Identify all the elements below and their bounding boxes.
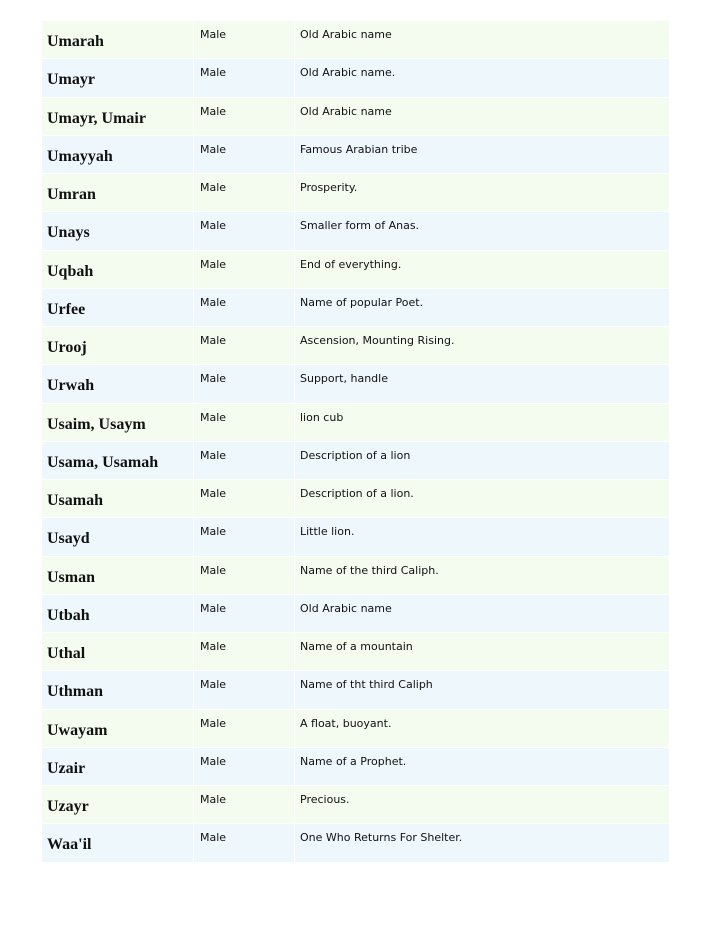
- name-text: Umarah: [47, 33, 104, 50]
- gender-cell: [194, 327, 295, 365]
- name-cell: [42, 289, 194, 327]
- gender-cell: [194, 289, 295, 327]
- gender-cell: [194, 557, 295, 595]
- name-text: Umran: [47, 186, 96, 203]
- gender-text: Male: [200, 372, 227, 386]
- meaning-text: Old Arabic name: [300, 601, 392, 615]
- table-row: [42, 518, 669, 556]
- table-row: [42, 480, 669, 518]
- table-row: [42, 136, 669, 174]
- meaning-text: End of everything.: [300, 257, 402, 271]
- name-text: Umayr: [47, 71, 95, 89]
- gender-text: Male: [200, 563, 227, 577]
- name-text: Usamah: [47, 492, 104, 509]
- gender-text: Male: [200, 678, 227, 692]
- meaning-cell: [295, 633, 669, 671]
- name-cell: [42, 671, 194, 709]
- name-text: Usayd: [47, 530, 90, 548]
- gender-text: Male: [200, 334, 227, 347]
- meaning-cell: [295, 824, 669, 862]
- gender-cell: [194, 518, 295, 556]
- name-cell: [42, 518, 194, 556]
- meaning-cell: [295, 251, 669, 289]
- gender-cell: [194, 136, 295, 174]
- name-cell: [42, 786, 194, 824]
- name-text: Unays: [47, 224, 90, 242]
- gender-text: Male: [200, 66, 227, 80]
- meaning-text: lion cub: [300, 410, 344, 424]
- name-text: Uwayam: [47, 721, 108, 739]
- meaning-text: Old Arabic name: [300, 104, 392, 118]
- gender-cell: [194, 404, 295, 442]
- gender-text: Male: [200, 181, 227, 194]
- name-text: Urwah: [47, 377, 95, 395]
- gender-text: Male: [200, 831, 227, 845]
- meaning-cell: [295, 212, 669, 250]
- table-row: [42, 633, 669, 671]
- meaning-cell: [295, 671, 669, 709]
- gender-text: Male: [200, 28, 227, 41]
- meaning-cell: [295, 59, 669, 97]
- name-text: Uthman: [47, 683, 104, 701]
- name-cell: [42, 595, 194, 633]
- name-cell: [42, 212, 194, 250]
- name-text: Uthal: [47, 645, 86, 662]
- name-text: Umayr, Umair: [47, 109, 146, 127]
- gender-cell: [194, 595, 295, 633]
- meaning-text: Support, handle: [300, 372, 388, 386]
- name-cell: [42, 98, 194, 136]
- gender-cell: [194, 671, 295, 709]
- meaning-text: Name of a Prophet.: [300, 754, 407, 768]
- names-table-body: [42, 21, 669, 863]
- meaning-cell: [295, 557, 669, 595]
- name-cell: [42, 480, 194, 518]
- gender-text: Male: [200, 640, 227, 653]
- table-row: [42, 251, 669, 289]
- meaning-text: A float, buoyant.: [300, 716, 392, 730]
- table-row: [42, 710, 669, 748]
- name-cell: [42, 748, 194, 786]
- meaning-text: One Who Returns For Shelter.: [300, 831, 463, 845]
- gender-text: Male: [200, 104, 227, 118]
- meaning-text: Ascension, Mounting Rising.: [300, 334, 455, 347]
- name-cell: [42, 136, 194, 174]
- table-row: [42, 98, 669, 136]
- name-text: Urooj: [47, 339, 87, 356]
- name-cell: [42, 710, 194, 748]
- gender-cell: [194, 633, 295, 671]
- name-cell: [42, 633, 194, 671]
- meaning-cell: [295, 710, 669, 748]
- gender-cell: [194, 710, 295, 748]
- gender-cell: [194, 21, 295, 59]
- gender-text: Male: [200, 295, 227, 309]
- gender-text: Male: [200, 410, 227, 424]
- table-row: [42, 365, 669, 403]
- name-text: Urfee: [47, 300, 86, 318]
- meaning-text: Famous Arabian tribe: [300, 142, 418, 156]
- meaning-cell: [295, 480, 669, 518]
- meaning-text: Name of popular Poet.: [300, 295, 424, 309]
- gender-cell: [194, 442, 295, 480]
- name-cell: [42, 59, 194, 97]
- name-text: Usman: [47, 568, 96, 586]
- gender-text: Male: [200, 754, 227, 768]
- table-row: [42, 21, 669, 59]
- meaning-text: Precious.: [300, 793, 350, 806]
- meaning-cell: [295, 289, 669, 327]
- gender-text: Male: [200, 793, 227, 806]
- name-cell: [42, 557, 194, 595]
- meaning-text: Little lion.: [300, 525, 355, 539]
- meaning-text: Old Arabic name.: [300, 66, 396, 80]
- gender-cell: [194, 212, 295, 250]
- meaning-cell: [295, 442, 669, 480]
- name-cell: [42, 365, 194, 403]
- name-cell: [42, 404, 194, 442]
- meaning-cell: [295, 174, 669, 212]
- table-row: [42, 174, 669, 212]
- table-row: [42, 557, 669, 595]
- table-row: [42, 748, 669, 786]
- gender-text: Male: [200, 716, 227, 730]
- meaning-text: Name of the third Caliph.: [300, 563, 439, 577]
- meaning-text: Prosperity.: [300, 181, 358, 194]
- table-row: [42, 442, 669, 480]
- gender-cell: [194, 98, 295, 136]
- gender-cell: [194, 786, 295, 824]
- name-cell: [42, 442, 194, 480]
- meaning-cell: [295, 404, 669, 442]
- meaning-cell: [295, 136, 669, 174]
- name-text: Uzayr: [47, 798, 89, 815]
- gender-cell: [194, 365, 295, 403]
- meaning-cell: [295, 748, 669, 786]
- name-text: Uqbah: [47, 262, 94, 280]
- table-row: [42, 327, 669, 365]
- gender-text: Male: [200, 219, 227, 233]
- name-text: Uzair: [47, 759, 86, 777]
- meaning-cell: [295, 365, 669, 403]
- meaning-text: Description of a lion.: [300, 487, 414, 500]
- name-text: Usaim, Usaym: [47, 415, 146, 433]
- table-row: [42, 404, 669, 442]
- meaning-text: Name of a mountain: [300, 640, 413, 653]
- table-row: [42, 59, 669, 97]
- table-row: [42, 671, 669, 709]
- gender-cell: [194, 251, 295, 289]
- meaning-cell: [295, 21, 669, 59]
- gender-text: Male: [200, 142, 227, 156]
- name-text: Utbah: [47, 606, 90, 624]
- meaning-cell: [295, 786, 669, 824]
- gender-cell: [194, 174, 295, 212]
- gender-text: Male: [200, 448, 227, 462]
- names-table: [42, 21, 669, 863]
- name-text: Usama, Usamah: [47, 453, 159, 471]
- gender-cell: [194, 824, 295, 862]
- table-row: [42, 212, 669, 250]
- meaning-cell: [295, 518, 669, 556]
- table-row: [42, 824, 669, 862]
- meaning-text: Name of tht third Caliph: [300, 678, 433, 692]
- table-row: [42, 289, 669, 327]
- gender-text: Male: [200, 601, 227, 615]
- gender-cell: [194, 748, 295, 786]
- name-cell: [42, 21, 194, 59]
- document-page: [42, 21, 669, 863]
- gender-text: Male: [200, 525, 227, 539]
- name-cell: [42, 824, 194, 862]
- meaning-text: Old Arabic name: [300, 28, 392, 41]
- meaning-cell: [295, 595, 669, 633]
- name-cell: [42, 174, 194, 212]
- table-row: [42, 595, 669, 633]
- meaning-cell: [295, 327, 669, 365]
- name-cell: [42, 327, 194, 365]
- gender-cell: [194, 480, 295, 518]
- meaning-text: Smaller form of Anas.: [300, 219, 420, 233]
- table-row: [42, 786, 669, 824]
- name-text: Umayyah: [47, 147, 113, 165]
- name-text: Waa'il: [47, 836, 92, 854]
- gender-text: Male: [200, 257, 227, 271]
- name-cell: [42, 251, 194, 289]
- gender-text: Male: [200, 487, 227, 500]
- gender-cell: [194, 59, 295, 97]
- meaning-cell: [295, 98, 669, 136]
- meaning-text: Description of a lion: [300, 448, 411, 462]
